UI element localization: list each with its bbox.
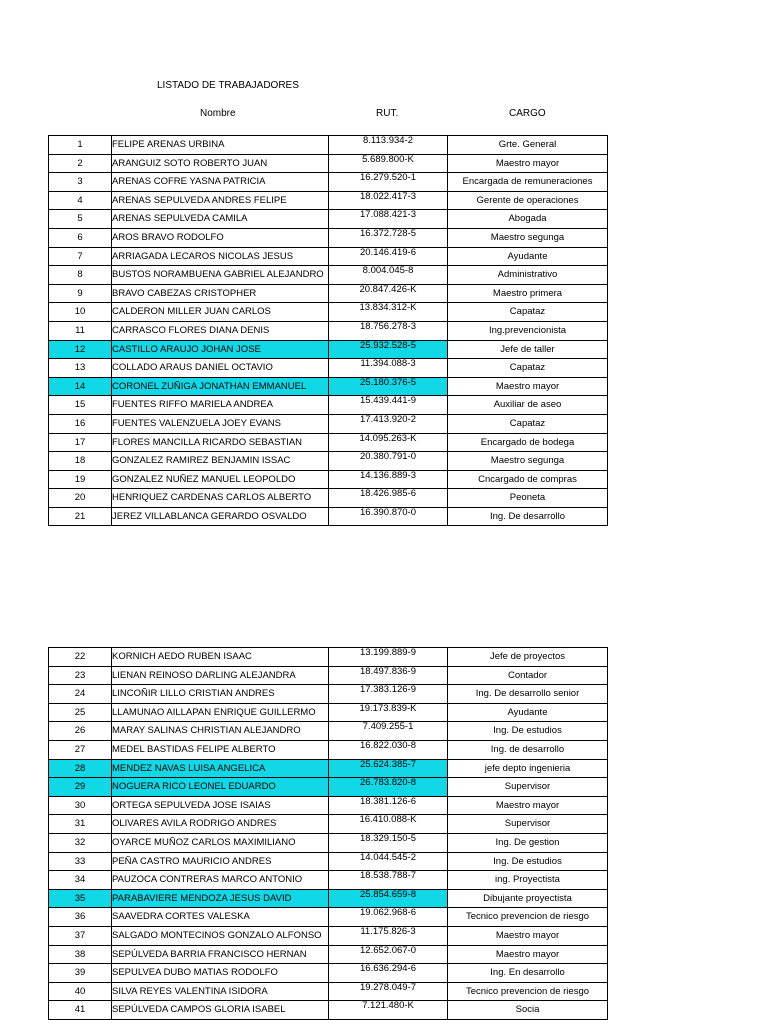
worker-name: SEPÚLVEDA BARRIA FRANCISCO HERNAN [112, 945, 329, 964]
worker-name: OLIVARES AVILA RODRIGO ANDRES [112, 815, 329, 834]
worker-name: MENDEZ NAVAS LUISA ANGELICA [112, 759, 329, 778]
worker-cargo: Cncargado de compras [448, 470, 608, 489]
worker-rut: 18.329.150-5 [329, 833, 448, 852]
worker-cargo: Administrativo [448, 266, 608, 285]
worker-name: FUENTES VALENZUELA JOEY EVANS [112, 414, 329, 433]
worker-rut: 13.834.312-K [329, 303, 448, 322]
table-row [49, 470, 608, 489]
worker-cargo: Capataz [448, 359, 608, 378]
worker-cargo: Encargado de bodega [448, 433, 608, 452]
worker-name: NOGUERA RICO LEONEL EDUARDO [112, 778, 329, 797]
table-row [49, 359, 608, 378]
table-row [49, 722, 608, 741]
table-row [49, 414, 608, 433]
worker-cargo: Ing. De desarrollo senior [448, 685, 608, 704]
worker-cargo: Maestro primera [448, 284, 608, 303]
table-row [49, 833, 608, 852]
worker-name: GONZALEZ NUÑEZ MANUEL LEOPOLDO [112, 470, 329, 489]
row-number: 15 [49, 396, 112, 415]
row-number: 16 [49, 414, 112, 433]
table-row [49, 648, 608, 667]
worker-cargo: Abogada [448, 210, 608, 229]
worker-name: ARENAS SEPULVEDA ANDRES FELIPE [112, 191, 329, 210]
worker-name: ARANGUIZ SOTO ROBERTO JUAN [112, 154, 329, 173]
worker-rut: 16.279.520-1 [329, 173, 448, 192]
worker-rut: 18.381.126-6 [329, 796, 448, 815]
row-number: 28 [49, 759, 112, 778]
worker-name: SAAVEDRA CORTES VALESKA [112, 908, 329, 927]
row-number: 34 [49, 871, 112, 890]
row-number: 22 [49, 648, 112, 667]
worker-rut: 17.088.421-3 [329, 210, 448, 229]
worker-cargo: Capataz [448, 414, 608, 433]
worker-rut: 20.380.791-0 [329, 452, 448, 471]
worker-cargo: Maestro mayor [448, 945, 608, 964]
worker-rut: 25.624.385-7 [329, 759, 448, 778]
worker-cargo: Jefe de taller [448, 340, 608, 359]
worker-rut: 13.199.889-9 [329, 648, 448, 667]
worker-rut: 26.783.820-8 [329, 778, 448, 797]
row-number: 25 [49, 703, 112, 722]
worker-name: SALGADO MONTECINOS GONZALO ALFONSO [112, 926, 329, 945]
worker-cargo: Ayudante [448, 247, 608, 266]
worker-name: LIENAN REINOSO DARLING ALEJANDRA [112, 666, 329, 685]
table-row [49, 871, 608, 890]
worker-rut: 16.822.030-8 [329, 740, 448, 759]
worker-rut: 17.413.920-2 [329, 414, 448, 433]
row-number: 30 [49, 796, 112, 815]
table-row [49, 210, 608, 229]
row-number: 17 [49, 433, 112, 452]
worker-name: ARRIAGADA LECAROS NICOLAS JESUS [112, 247, 329, 266]
column-header-rut: RUT. [376, 108, 399, 119]
table-row [49, 284, 608, 303]
table-row [49, 685, 608, 704]
row-number: 29 [49, 778, 112, 797]
worker-name: ORTEGA SEPULVEDA JOSE ISAIAS [112, 796, 329, 815]
worker-rut: 8.004.045-8 [329, 266, 448, 285]
workers-table-1 [48, 135, 608, 526]
worker-rut: 15.439.441-9 [329, 396, 448, 415]
table-row [49, 173, 608, 192]
row-number: 18 [49, 452, 112, 471]
worker-cargo: Ayudante [448, 703, 608, 722]
worker-name: MARAY SALINAS CHRISTIAN ALEJANDRO [112, 722, 329, 741]
worker-cargo: Ing. De estudios [448, 852, 608, 871]
worker-rut: 16.636.294-6 [329, 964, 448, 983]
table-row [49, 908, 608, 927]
worker-rut: 7.121.480-K [329, 1001, 448, 1020]
row-number: 12 [49, 340, 112, 359]
worker-name: FLORES MANCILLA RICARDO SEBASTIAN [112, 433, 329, 452]
worker-rut: 20.847.426-K [329, 284, 448, 303]
worker-cargo: Ing. En desarrollo [448, 964, 608, 983]
row-number: 23 [49, 666, 112, 685]
row-number: 5 [49, 210, 112, 229]
worker-cargo: Ing.prevencionista [448, 321, 608, 340]
worker-name: ARENAS COFRE YASNA PATRICIA [112, 173, 329, 192]
table-row [49, 982, 608, 1001]
table-row [49, 303, 608, 322]
row-number: 27 [49, 740, 112, 759]
row-number: 4 [49, 191, 112, 210]
row-number: 41 [49, 1001, 112, 1020]
row-number: 24 [49, 685, 112, 704]
row-number: 21 [49, 507, 112, 526]
row-number: 3 [49, 173, 112, 192]
table-row [49, 433, 608, 452]
row-number: 37 [49, 926, 112, 945]
worker-name: COLLADO ARAUS DANIEL OCTAVIO [112, 359, 329, 378]
row-number: 7 [49, 247, 112, 266]
worker-rut: 18.497.836-9 [329, 666, 448, 685]
column-header-nombre: Nombre [200, 108, 236, 119]
workers-table-2 [48, 647, 608, 1020]
table-row [49, 796, 608, 815]
worker-cargo: Ing. De desarrollo [448, 507, 608, 526]
worker-cargo: Supervisor [448, 815, 608, 834]
worker-name: ARENAS SEPULVEDA CAMILA [112, 210, 329, 229]
worker-cargo: Ing. De gestion [448, 833, 608, 852]
table-row [49, 228, 608, 247]
worker-rut: 25.932.528-5 [329, 340, 448, 359]
row-number: 33 [49, 852, 112, 871]
row-number: 38 [49, 945, 112, 964]
worker-rut: 18.426.985-6 [329, 489, 448, 508]
worker-name: KORNICH AEDO RUBEN ISAAC [112, 648, 329, 667]
worker-rut: 14.095.263-K [329, 433, 448, 452]
worker-rut: 17.383.126-9 [329, 685, 448, 704]
worker-name: PAUZOCA CONTRERAS MARCO ANTONIO [112, 871, 329, 890]
worker-cargo: Encargada de remuneraciones [448, 173, 608, 192]
table-row [49, 154, 608, 173]
worker-rut: 14.136.889-3 [329, 470, 448, 489]
table-row [49, 740, 608, 759]
worker-rut: 19.062.968-6 [329, 908, 448, 927]
worker-name: GONZALEZ RAMIREZ BENJAMIN ISSAC [112, 452, 329, 471]
worker-name: PEÑA CASTRO MAURICIO ANDRES [112, 852, 329, 871]
row-number: 40 [49, 982, 112, 1001]
row-number: 2 [49, 154, 112, 173]
worker-cargo: Supervisor [448, 778, 608, 797]
worker-rut: 16.372.728-5 [329, 228, 448, 247]
table-row [49, 815, 608, 834]
worker-name: BRAVO CABEZAS CRISTOPHER [112, 284, 329, 303]
worker-name: CORONEL ZUÑIGA JONATHAN EMMANUEL [112, 377, 329, 396]
worker-cargo: ing. Proyectista [448, 871, 608, 890]
worker-cargo: Maestro segunga [448, 452, 608, 471]
table-row [49, 507, 608, 526]
table-row [49, 852, 608, 871]
worker-cargo: Contador [448, 666, 608, 685]
worker-cargo: Maestro segunga [448, 228, 608, 247]
row-number: 35 [49, 889, 112, 908]
worker-cargo: Maestro mayor [448, 154, 608, 173]
table-row [49, 759, 608, 778]
row-number: 14 [49, 377, 112, 396]
worker-rut: 5.689.800-K [329, 154, 448, 173]
worker-cargo: Maestro mayor [448, 796, 608, 815]
worker-name: CARRASCO FLORES DIANA DENIS [112, 321, 329, 340]
worker-cargo: Tecnico prevencion de riesgo [448, 982, 608, 1001]
worker-name: BUSTOS NORAMBUENA GABRIEL ALEJANDRO [112, 266, 329, 285]
worker-cargo: Socia [448, 1001, 608, 1020]
table-row [49, 136, 608, 155]
row-number: 20 [49, 489, 112, 508]
worker-cargo: Auxiliar de aseo [448, 396, 608, 415]
worker-cargo: Grte. General [448, 136, 608, 155]
table-row [49, 247, 608, 266]
worker-name: AROS BRAVO RODOLFO [112, 228, 329, 247]
row-number: 26 [49, 722, 112, 741]
worker-rut: 19.173.839-K [329, 703, 448, 722]
table-row [49, 778, 608, 797]
worker-rut: 25.180.376-5 [329, 377, 448, 396]
worker-rut: 11.394.088-3 [329, 359, 448, 378]
worker-name: LLAMUNAO AILLAPAN ENRIQUE GUILLERMO [112, 703, 329, 722]
row-number: 10 [49, 303, 112, 322]
worker-rut: 7.409.255-1 [329, 722, 448, 741]
worker-name: SEPULVEA DUBO MATIAS RODOLFO [112, 964, 329, 983]
table-row [49, 666, 608, 685]
table-row [49, 889, 608, 908]
page-title: LISTADO DE TRABAJADORES [157, 80, 299, 91]
worker-name: OYARCE MUÑOZ CARLOS MAXIMILIANO [112, 833, 329, 852]
worker-cargo: Tecnico prevencion de riesgo [448, 908, 608, 927]
table-row [49, 926, 608, 945]
table-row [49, 1001, 608, 1020]
worker-cargo: Dibujante proyectista [448, 889, 608, 908]
worker-name: SEPÚLVEDA CAMPOS GLORIA ISABEL [112, 1001, 329, 1020]
worker-rut: 16.390.870-0 [329, 507, 448, 526]
row-number: 39 [49, 964, 112, 983]
worker-name: FUENTES RIFFO MARIELA ANDREA [112, 396, 329, 415]
table-row [49, 703, 608, 722]
table-row [49, 452, 608, 471]
row-number: 8 [49, 266, 112, 285]
row-number: 31 [49, 815, 112, 834]
worker-cargo: Ing. de desarrollo [448, 740, 608, 759]
column-header-cargo: CARGO [509, 108, 546, 119]
worker-rut: 12.652.067-0 [329, 945, 448, 964]
worker-cargo: Peoneta [448, 489, 608, 508]
worker-cargo: Maestro mayor [448, 377, 608, 396]
worker-name: JEREZ VILLABLANCA GERARDO OSVALDO [112, 507, 329, 526]
worker-name: HENRIQUEZ CARDENAS CARLOS ALBERTO [112, 489, 329, 508]
worker-rut: 25.854.659-8 [329, 889, 448, 908]
worker-rut: 11.175.826-3 [329, 926, 448, 945]
worker-rut: 18.756.278-3 [329, 321, 448, 340]
worker-name: CASTILLO ARAUJO JOHAN JOSE [112, 340, 329, 359]
row-number: 36 [49, 908, 112, 927]
table-row [49, 340, 608, 359]
worker-cargo: Jefe de proyectos [448, 648, 608, 667]
table-row [49, 945, 608, 964]
worker-cargo: Gerente de operaciones [448, 191, 608, 210]
worker-name: SILVA REYES VALENTINA ISIDORA [112, 982, 329, 1001]
worker-name: PARABAVIERE MENDOZA JESUS DAVID [112, 889, 329, 908]
worker-name: FELIPE ARENAS URBINA [112, 136, 329, 155]
worker-rut: 19.278.049-7 [329, 982, 448, 1001]
worker-cargo: Ing. De estudios [448, 722, 608, 741]
table-row [49, 321, 608, 340]
worker-name: LINCOÑIR LILLO CRISTIAN ANDRES [112, 685, 329, 704]
worker-name: MEDEL BASTIDAS FELIPE ALBERTO [112, 740, 329, 759]
table-row [49, 489, 608, 508]
worker-cargo: Capataz [448, 303, 608, 322]
row-number: 1 [49, 136, 112, 155]
row-number: 9 [49, 284, 112, 303]
row-number: 11 [49, 321, 112, 340]
table-row [49, 266, 608, 285]
worker-cargo: jefe depto ingenieria [448, 759, 608, 778]
worker-rut: 20.146.419-6 [329, 247, 448, 266]
worker-cargo: Maestro mayor [448, 926, 608, 945]
table-row [49, 377, 608, 396]
worker-rut: 16.410.088-K [329, 815, 448, 834]
worker-rut: 14.044.545-2 [329, 852, 448, 871]
row-number: 13 [49, 359, 112, 378]
worker-rut: 18.538.788-7 [329, 871, 448, 890]
row-number: 6 [49, 228, 112, 247]
row-number: 32 [49, 833, 112, 852]
worker-rut: 18.022.417-3 [329, 191, 448, 210]
table-row [49, 964, 608, 983]
table-row [49, 396, 608, 415]
table-row [49, 191, 608, 210]
worker-rut: 8.113.934-2 [329, 136, 448, 155]
row-number: 19 [49, 470, 112, 489]
worker-name: CALDERON MILLER JUAN CARLOS [112, 303, 329, 322]
